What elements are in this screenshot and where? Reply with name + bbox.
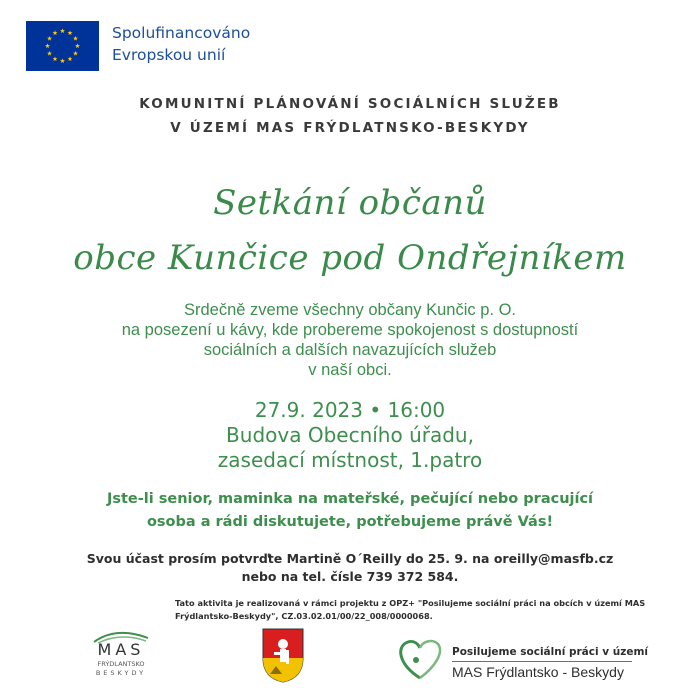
call-line1: Jste-li senior, maminka na mateřské, pečující nebo pracující xyxy=(106,491,594,507)
eu-flag-icon xyxy=(26,21,99,71)
mas-logo-sub1: FRÝDLANTSKO xyxy=(97,660,145,668)
intro-line2: na posezení u kávy, kde probereme spokojenost s dostupností xyxy=(121,321,579,339)
opz-project-logo xyxy=(392,630,652,686)
target-audience-text xyxy=(0,488,700,534)
event-place-line2: zasedací místnost, 1.patro xyxy=(217,448,483,472)
event-details xyxy=(0,398,700,473)
opz-logo-line2: MAS Frýdlantsko - Beskydy xyxy=(452,664,624,680)
heading-line2: obce Kunčice pod Ondřejníkem xyxy=(73,238,627,278)
project-footnote xyxy=(175,597,655,623)
eu-text-line2: Evropskou unií xyxy=(112,46,226,64)
eu-text-line1: Spolufinancováno xyxy=(112,24,251,42)
event-heading xyxy=(0,176,700,286)
footnote-line2: Frýdlantsko-Beskydy", CZ.03.02.01/00/22_008/0000068. xyxy=(175,611,433,621)
confirm-line2: nebo na tel. čísle 739 372 584. xyxy=(241,569,459,584)
opz-logo-divider xyxy=(452,661,632,662)
heading-line1: Setkání občanů xyxy=(213,183,487,223)
opz-logo-line1: Posilujeme sociální práci v území xyxy=(452,646,648,658)
event-datetime: 27.9. 2023 • 16:00 xyxy=(254,398,446,422)
event-place-line1: Budova Obecního úřadu, xyxy=(226,423,474,447)
rsvp-text xyxy=(0,550,700,586)
invitation-text xyxy=(0,300,700,380)
call-line2: osoba a rádi diskutujete, potřebujeme právě Vás! xyxy=(146,514,554,530)
municipal-crest-icon xyxy=(262,628,304,683)
mas-logo-sub2: BESKYDY xyxy=(95,669,147,677)
intro-line4: v naší obci. xyxy=(308,361,392,379)
heart-icon xyxy=(392,630,448,686)
intro-line1: Srdečně zveme všechny občany Kunčic p. O. xyxy=(184,301,516,319)
confirm-line1: Svou účast prosím potvrďte Martině O´Reilly do 25. 9. na oreilly@masfb.cz xyxy=(86,551,614,566)
mas-logo xyxy=(86,624,156,682)
footnote-line1: Tato aktivita je realizovaná v rámci projektu z OPZ+ "Posilujeme sociální práci na obcích v území MAS xyxy=(175,598,646,608)
eu-cofinancing-text xyxy=(112,22,250,66)
title-line2: V ÚZEMÍ MAS FRÝDLATNSKO-BESKYDY xyxy=(170,120,530,136)
intro-line3: sociálních a dalších navazujících služeb xyxy=(203,341,497,359)
mas-logo-word: MAS xyxy=(97,640,145,659)
page-title xyxy=(0,92,700,140)
title-line1: KOMUNITNÍ PLÁNOVÁNÍ SOCIÁLNÍCH SLUŽEB xyxy=(139,96,561,112)
